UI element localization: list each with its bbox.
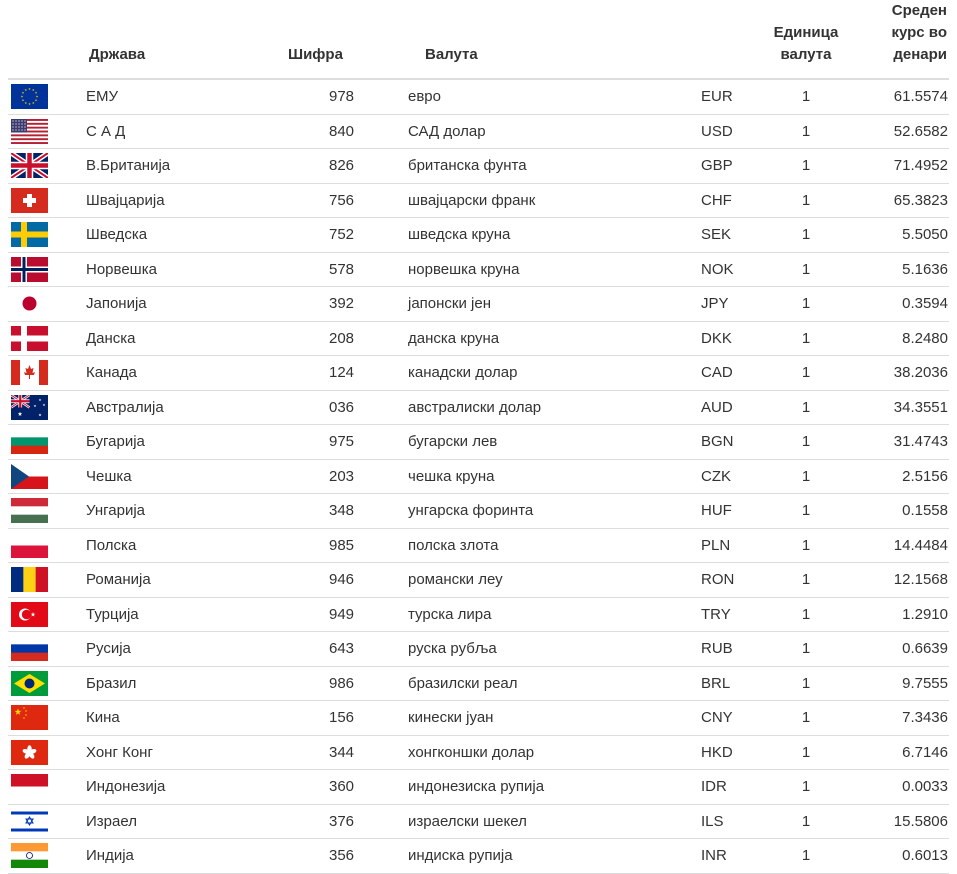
average-rate: 5.5050 [841,218,949,253]
country-name: Русија [76,632,295,667]
jp-flag-icon [11,291,48,316]
currency-unit: 1 [771,425,841,460]
header-spacer [701,0,771,79]
currency-code: 203 [295,459,388,494]
currency-name: норвешка круна [388,252,701,287]
currency-name: канадски долар [388,356,701,391]
ch-flag-icon [11,188,48,213]
table-row [8,494,949,529]
table-row [8,356,949,391]
country-name: В.Британија [76,149,295,184]
table-row [8,735,949,770]
header-rate [841,0,949,79]
currency-name: руска рубља [388,632,701,667]
currency-unit: 1 [771,632,841,667]
eu-flag-icon [11,84,48,109]
flag-cell [8,701,76,736]
country-name: Романија [76,563,295,598]
currency-code: 036 [295,390,388,425]
country-name: Канада [76,356,295,391]
flag-cell [8,218,76,253]
no-flag-icon [11,257,48,282]
table-row [8,218,949,253]
currency-name: австралиски долар [388,390,701,425]
currency-name: хонгконшки долар [388,735,701,770]
table-row [8,252,949,287]
currency-unit: 1 [771,597,841,632]
currency-code: 208 [295,321,388,356]
currency-code: 578 [295,252,388,287]
hu-flag-icon [11,498,48,523]
il-flag-icon [11,809,48,834]
currency-code: 392 [295,287,388,322]
currency-unit: 1 [771,770,841,805]
currency-iso: AUD [701,390,771,425]
average-rate: 0.3594 [841,287,949,322]
flag-cell [8,183,76,218]
currency-unit: 1 [771,459,841,494]
currency-code: 156 [295,701,388,736]
average-rate: 1.2910 [841,597,949,632]
average-rate: 8.2480 [841,321,949,356]
flag-cell [8,563,76,598]
currency-code: 946 [295,563,388,598]
header-unit-line2: валута [780,46,832,63]
country-name: С А Д [76,114,295,149]
currency-name: бугарски лев [388,425,701,460]
average-rate: 15.5806 [841,804,949,839]
header-code [288,0,388,79]
currency-unit: 1 [771,287,841,322]
currency-iso: PLN [701,528,771,563]
header-rate-line1: Среден [891,2,947,19]
currency-iso: CAD [701,356,771,391]
flag-cell [8,356,76,391]
currency-iso: TRY [701,597,771,632]
average-rate: 7.3436 [841,701,949,736]
currency-name: полска злота [388,528,701,563]
currency-iso: EUR [701,79,771,114]
currency-unit: 1 [771,79,841,114]
currency-name: швајцарски франк [388,183,701,218]
currency-unit: 1 [771,804,841,839]
country-name: Индонезија [76,770,295,805]
table-row [8,287,949,322]
currency-code: 356 [295,839,388,874]
currency-iso: BRL [701,666,771,701]
table-row [8,563,949,598]
header-rate-line2: курс во [891,24,947,41]
currency-unit: 1 [771,701,841,736]
currency-code: 975 [295,425,388,460]
currency-iso: ILS [701,804,771,839]
table-row [8,804,949,839]
table-row [8,425,949,460]
currency-unit: 1 [771,839,841,874]
currency-unit: 1 [771,218,841,253]
ro-flag-icon [11,567,48,592]
currency-iso: JPY [701,287,771,322]
currency-name: данска круна [388,321,701,356]
dk-flag-icon [11,326,48,351]
currency-code: 376 [295,804,388,839]
country-name: Унгарија [76,494,295,529]
us-flag-icon [11,119,48,144]
flag-cell [8,528,76,563]
currency-name: британска фунта [388,149,701,184]
exchange-rate-table [8,0,949,874]
average-rate: 5.1636 [841,252,949,287]
currency-code: 344 [295,735,388,770]
currency-unit: 1 [771,321,841,356]
currency-unit: 1 [771,356,841,391]
flag-cell [8,597,76,632]
in-flag-icon [11,843,48,868]
average-rate: 61.5574 [841,79,949,114]
header-unit-line1: Единица [773,24,839,41]
table-header [8,0,949,79]
country-name: ЕМУ [76,79,295,114]
currency-unit: 1 [771,149,841,184]
average-rate: 6.7146 [841,735,949,770]
id-flag-icon [11,774,48,799]
header-code-label: Шифра [288,46,343,63]
currency-iso: HUF [701,494,771,529]
currency-code: 643 [295,632,388,667]
currency-code: 348 [295,494,388,529]
header-row [8,0,949,79]
currency-name: кинески јуан [388,701,701,736]
currency-iso: BGN [701,425,771,460]
currency-code: 756 [295,183,388,218]
tr-flag-icon [11,602,48,627]
average-rate: 31.4743 [841,425,949,460]
table-body [8,79,949,873]
average-rate: 2.5156 [841,459,949,494]
flag-cell [8,321,76,356]
average-rate: 52.6582 [841,114,949,149]
gb-flag-icon [11,153,48,178]
country-name: Чешка [76,459,295,494]
table-row [8,79,949,114]
currency-name: чешка круна [388,459,701,494]
country-name: Израел [76,804,295,839]
average-rate: 65.3823 [841,183,949,218]
currency-unit: 1 [771,494,841,529]
table-row [8,770,949,805]
currency-code: 985 [295,528,388,563]
cz-flag-icon [11,464,48,489]
average-rate: 0.0033 [841,770,949,805]
table-row [8,149,949,184]
currency-iso: CHF [701,183,771,218]
average-rate: 34.3551 [841,390,949,425]
average-rate: 38.2036 [841,356,949,391]
average-rate: 0.1558 [841,494,949,529]
currency-code: 360 [295,770,388,805]
table-row [8,528,949,563]
header-rate-line3: денари [893,46,947,63]
country-name: Австралија [76,390,295,425]
currency-name: израелски шекел [388,804,701,839]
table-row [8,839,949,874]
currency-name: бразилски реал [388,666,701,701]
ca-flag-icon [11,360,48,385]
country-name: Бразил [76,666,295,701]
country-name: Хонг Конг [76,735,295,770]
flag-cell [8,770,76,805]
average-rate: 0.6013 [841,839,949,874]
flag-cell [8,804,76,839]
country-name: Бугарија [76,425,295,460]
average-rate: 12.1568 [841,563,949,598]
table-row [8,183,949,218]
average-rate: 0.6639 [841,632,949,667]
currency-unit: 1 [771,252,841,287]
flag-cell [8,839,76,874]
hk-flag-icon [11,740,48,765]
currency-code: 840 [295,114,388,149]
country-name: Данска [76,321,295,356]
currency-name: индонезиска рупија [388,770,701,805]
au-flag-icon [11,395,48,420]
average-rate: 14.4484 [841,528,949,563]
flag-cell [8,114,76,149]
table-row [8,114,949,149]
currency-name: индиска рупија [388,839,701,874]
currency-name: јапонски јен [388,287,701,322]
table-row [8,459,949,494]
currency-iso: HKD [701,735,771,770]
header-currency-label: Валута [425,46,478,63]
table-row [8,597,949,632]
currency-code: 986 [295,666,388,701]
currency-unit: 1 [771,666,841,701]
currency-unit: 1 [771,563,841,598]
currency-iso: IDR [701,770,771,805]
flag-cell [8,425,76,460]
currency-iso: RON [701,563,771,598]
flag-cell [8,735,76,770]
currency-unit: 1 [771,183,841,218]
average-rate: 9.7555 [841,666,949,701]
flag-cell [8,632,76,667]
currency-iso: RUB [701,632,771,667]
flag-cell [8,459,76,494]
currency-code: 978 [295,79,388,114]
flag-cell [8,252,76,287]
ru-flag-icon [11,636,48,661]
country-name: Турција [76,597,295,632]
country-name: Индија [76,839,295,874]
currency-iso: SEK [701,218,771,253]
currency-unit: 1 [771,390,841,425]
br-flag-icon [11,671,48,696]
country-name: Кина [76,701,295,736]
currency-iso: USD [701,114,771,149]
currency-iso: CZK [701,459,771,494]
table-row [8,666,949,701]
table-row [8,701,949,736]
cn-flag-icon [11,705,48,730]
flag-cell [8,494,76,529]
currency-code: 826 [295,149,388,184]
currency-code: 124 [295,356,388,391]
flag-cell [8,666,76,701]
header-currency [388,0,701,79]
currency-iso: INR [701,839,771,874]
pl-flag-icon [11,533,48,558]
se-flag-icon [11,222,48,247]
currency-name: романски леу [388,563,701,598]
country-name: Јапонија [76,287,295,322]
currency-name: унгарска форинта [388,494,701,529]
currency-iso: GBP [701,149,771,184]
country-name: Полска [76,528,295,563]
currency-iso: DKK [701,321,771,356]
currency-iso: CNY [701,701,771,736]
average-rate: 71.4952 [841,149,949,184]
country-name: Шведска [76,218,295,253]
currency-unit: 1 [771,528,841,563]
table-row [8,632,949,667]
currency-unit: 1 [771,114,841,149]
flag-cell [8,149,76,184]
currency-iso: NOK [701,252,771,287]
table-row [8,390,949,425]
table-row [8,321,949,356]
currency-name: шведска круна [388,218,701,253]
country-name: Норвешка [76,252,295,287]
currency-unit: 1 [771,735,841,770]
currency-name: евро [388,79,701,114]
flag-cell [8,287,76,322]
bg-flag-icon [11,429,48,454]
country-name: Швајцарија [76,183,295,218]
currency-code: 752 [295,218,388,253]
flag-cell [8,79,76,114]
currency-name: САД долар [388,114,701,149]
header-country: Држава [8,0,295,79]
header-unit [771,0,841,79]
currency-name: турска лира [388,597,701,632]
flag-cell [8,390,76,425]
currency-code: 949 [295,597,388,632]
